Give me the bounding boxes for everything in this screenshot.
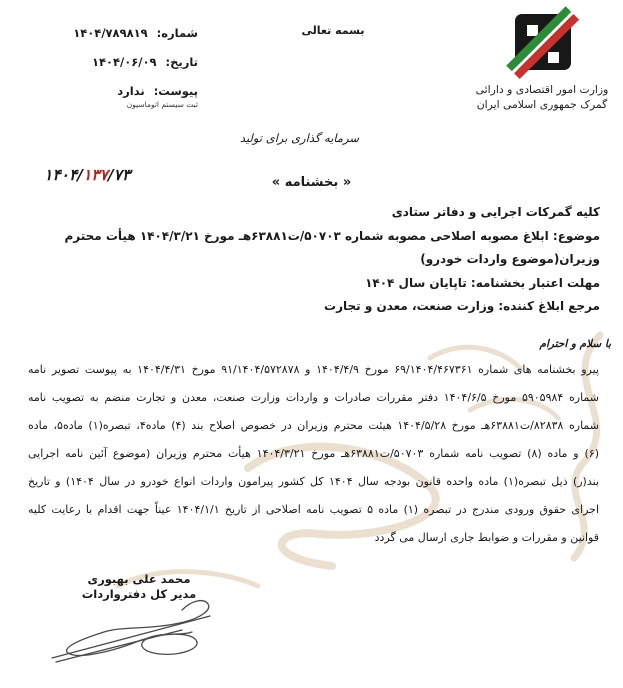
org-block (465, 12, 619, 112)
document-title: « بخشنامه » (271, 175, 352, 190)
letter-date-row (30, 55, 198, 69)
ministry-name: وزارت امور اقتصادی و دارائی (475, 83, 609, 96)
signer-name: محمد علی بهبوری (87, 572, 191, 586)
issuer-line: مرجع ابلاغ کننده: وزارت صنعت، معدن و تجارت (324, 299, 600, 313)
validity-line: مهلت اعتبار بخشنامه: تاپایان سال ۱۴۰۴ (365, 275, 600, 290)
letter-number-row (30, 26, 198, 40)
logo-hole-bottom-right (548, 52, 559, 63)
letter-date-value: ۱۴۰۴/۰۶/۰۹ (91, 55, 157, 69)
subject-line: موضوع: ابلاغ مصوبه اصلاحی مصوبه شماره ۵۰۷۰۳/ت۶۳۸۸۱هـ مورخ ۱۴۰۴/۳/۲۱ هیأت محترم وزیران(موضوع واردات خودرو) (64, 228, 600, 266)
letter-date-label: تاریخ: (165, 55, 198, 69)
signer-title: مدیر کل دفترواردات (81, 587, 197, 601)
letter-number-label: شماره: (156, 26, 198, 40)
addressee-line: کلیه گمرکات اجرایی و دفاتر ستادی (391, 205, 600, 219)
customs-name: گمرک جمهوری اسلامی ایران (476, 98, 608, 111)
salutation-text: با سلام و احترام (539, 338, 611, 350)
body-line: پیرو بخشنامه های شماره ۶۹/۱۴۰۴/۴۶۷۳۶۱ مورخ ۱۴۰۴/۴/۹ و ۹۱/۱۴۰۴/۵۷۲۸۷۸ مورخ ۱۴۰۴/۴/۳۱ به پیوست تصویر نامه (28, 363, 600, 376)
ref-part-tail: /۷۳ (107, 166, 131, 184)
ref-part-red: ۱۳۷ (82, 166, 108, 184)
handwritten-signature (32, 592, 242, 672)
letter-attachment-value: ندارد (117, 84, 145, 98)
address-block (25, 201, 600, 319)
letter-attachment-row (30, 84, 198, 98)
year-slogan: سرمایه گذاری برای تولید (239, 131, 360, 145)
ref-part-year: ۱۴۰۴/ (44, 166, 83, 184)
bismillah-text: بسمه تعالی (301, 24, 365, 37)
letter-attachment-label: پیوست: (153, 84, 198, 98)
automation-note: ثبت سیستم اتوماسیون (126, 100, 198, 109)
body-paragraph (28, 356, 599, 552)
body-line: شماره ۵۹۰۵۹۸۴ مورخ ۱۴۰۴/۶/۵ دفتر مقررات صادرات و واردات وزارت صنعت، معدن و تجارت منضم به تصویب نامه (28, 391, 600, 404)
letter-number-value: ۱۴۰۴/۷۸۹۸۱۹ (73, 26, 148, 40)
body-line: قوانین و مقررات و ضوابط جاری ارسال می گردد (374, 531, 599, 544)
body-line: بند(ر) ذیل تبصره(۱) ماده واحده قانون بودجه سال ۱۴۰۴ کل کشور پیرامون واردات انواع خودرو در سال ۱۴۰۴) و تاریخ (28, 475, 599, 488)
body-line: (۶) و ماده (۸) تصویب نامه شماره ۵۰۷۰۳/ت۶۳۸۸۱هـ مورخ ۱۴۰۴/۳/۲۱ هیأت محترم وزیران (موضوع آئین نامه اجرایی (28, 447, 599, 460)
body-line: اجرای حقوق ورودی مندرج در تبصره (۱) ماده ۵ تصویب نامه اصلاحی از تاریخ ۱۴۰۴/۱/۱ عیناً جهت اقدام با رعایت کلیه (28, 503, 600, 516)
body-line: شماره ۸۲۸۳۸/ت۶۳۸۸۱هـ مورخ ۱۴۰۴/۵/۲۸ هیئت محترم وزیران در خصوص اصلاح بند (۴) ماده۴، تبصره(۱) ماده۵، ماده (28, 419, 599, 432)
letter-meta (30, 26, 198, 109)
customs-logo-icon (510, 12, 574, 76)
